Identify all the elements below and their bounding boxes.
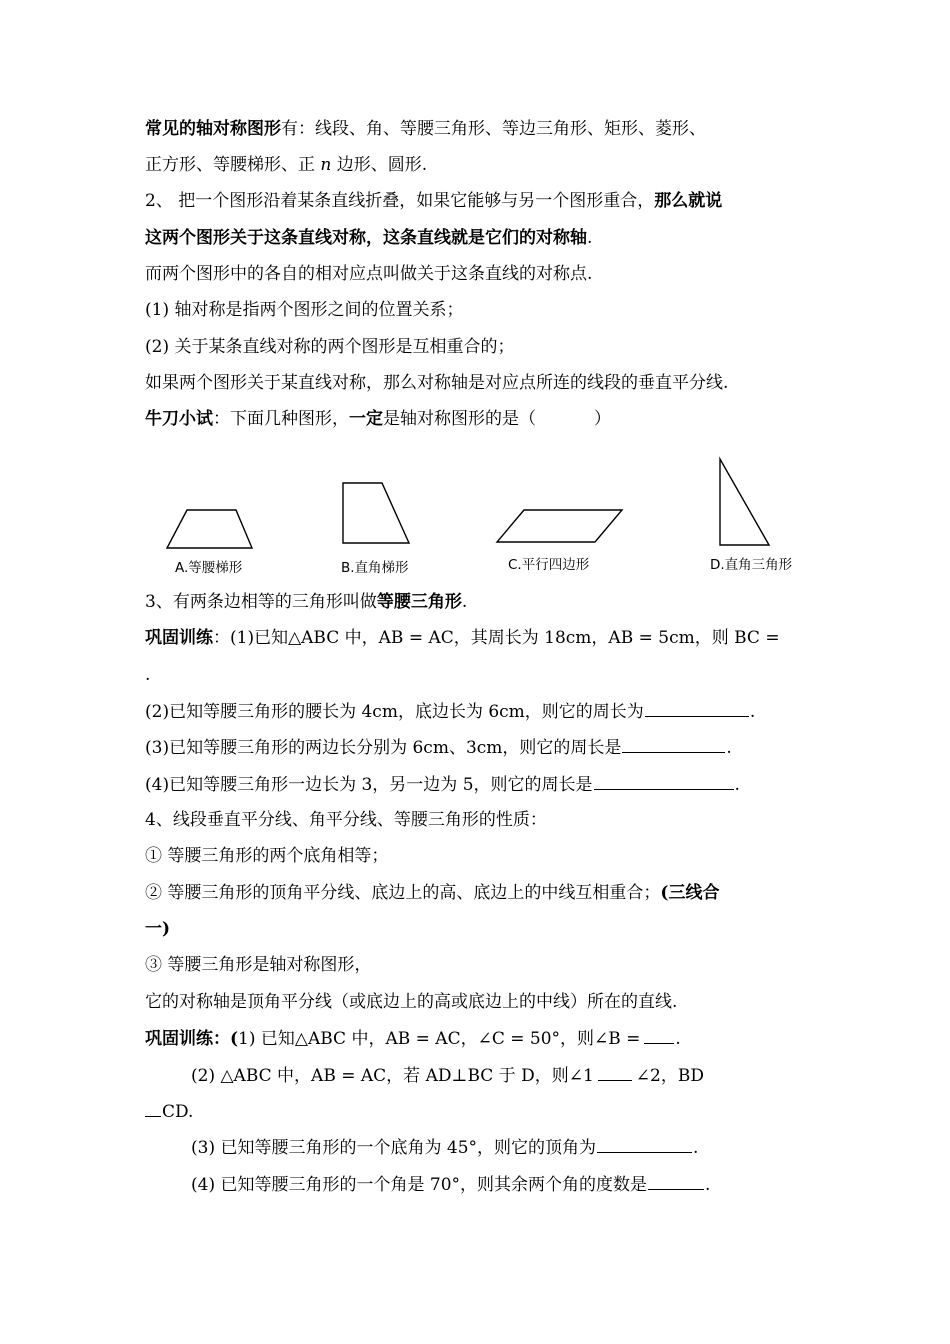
bold-text: 巩固训练 xyxy=(145,628,213,648)
line-exercise-3 xyxy=(145,736,732,759)
text: 2、 把一个图形沿着某条直线折叠，如果它能够与另一个图形重合， xyxy=(145,191,655,211)
line-exercise-b3 xyxy=(191,1136,698,1159)
isosceles-trapezoid-shape xyxy=(167,510,252,548)
answer-blank[interactable] xyxy=(644,1027,674,1044)
text: 边形、圆形. xyxy=(331,155,428,175)
right-triangle-shape xyxy=(720,459,769,545)
bold-text: (三线合 xyxy=(660,883,720,903)
bold-text: 一定 xyxy=(349,409,383,429)
line-exercise-b1 xyxy=(145,1027,681,1050)
line-exercise-b4 xyxy=(191,1173,710,1196)
line-exercise-1-end: . xyxy=(145,665,151,685)
line-exercise-1 xyxy=(145,627,780,649)
caption-c: C.平行四边形 xyxy=(508,557,590,573)
line-perpendicular-bisector: 如果两个图形关于某直线对称，那么对称轴是对应点所连的线段的垂直平分线. xyxy=(145,373,729,393)
text: . xyxy=(693,1138,699,1158)
answer-blank[interactable] xyxy=(648,1173,704,1190)
line-property-2 xyxy=(145,882,719,904)
text: ② 等腰三角形的顶角平分线、底边上的高、底边上的中线互相重合； xyxy=(145,883,661,903)
text: ） xyxy=(594,409,611,429)
text: . xyxy=(587,228,593,248)
line-exercise-b2-cont xyxy=(145,1100,193,1123)
text: 是轴对称图形的是（ xyxy=(383,409,536,429)
text: 3、有两条边相等的三角形叫做 xyxy=(145,592,377,612)
text: . xyxy=(461,592,468,612)
text: . xyxy=(675,1029,681,1049)
text: 正方形、等腰梯形、正 xyxy=(145,155,321,175)
text: (3)已知等腰三角形的两边长分别为 6cm、3cm，则它的周长是 xyxy=(145,738,622,758)
text: (4) 已知等腰三角形的一个角是 70°，则其余两个角的度数是 xyxy=(191,1175,648,1195)
text: 1) 已知△ABC 中，AB = AC，∠C = 50°，则∠B = xyxy=(238,1029,641,1049)
line-symmetry-axis: 它的对称轴是顶角平分线（或底边上的高或底边上的中线）所在的直线. xyxy=(145,992,678,1012)
line-property-2-cont: 一) xyxy=(145,919,171,939)
text: (3) 已知等腰三角形的一个底角为 45°，则它的顶角为 xyxy=(191,1138,597,1158)
term-axisymmetric-figures: 常见的轴对称图形 xyxy=(145,119,281,139)
bold-text: 等腰三角形 xyxy=(376,592,462,612)
text: ：下面几种图形， xyxy=(213,409,349,429)
line-exercise-b2 xyxy=(191,1064,704,1087)
text: 有：线段、角、等腰三角形、等边三角形、矩形、菱形、 xyxy=(281,119,706,139)
line-property-3: ③ 等腰三角形是轴对称图形， xyxy=(145,955,372,975)
answer-blank[interactable] xyxy=(598,1064,632,1081)
text: . xyxy=(705,1175,711,1195)
parallelogram-shape xyxy=(497,510,622,542)
line-exercise-2 xyxy=(145,700,755,723)
bold-text: 那么就说 xyxy=(654,191,723,211)
text: (4)已知等腰三角形一边长为 3，另一边为 5，则它的周长是 xyxy=(145,775,593,795)
text: . xyxy=(726,738,732,758)
line-property-1: ① 等腰三角形的两个底角相等； xyxy=(145,846,389,866)
bold-text: 巩固训练：( xyxy=(145,1029,239,1049)
caption-b: B.直角梯形 xyxy=(341,560,409,576)
text: CD. xyxy=(162,1102,194,1122)
line-note-1: (1) 轴对称是指两个图形之间的位置关系； xyxy=(145,300,464,320)
line-isosceles-definition xyxy=(145,591,467,613)
var-n: n xyxy=(320,155,332,175)
answer-blank[interactable] xyxy=(145,1100,161,1117)
bold-text: 这两个图形关于这条直线对称，这条直线就是它们的对称轴 xyxy=(145,228,587,248)
text: ∠2，BD xyxy=(635,1066,704,1086)
line-exercise-4 xyxy=(145,773,740,796)
text: (2) △ABC 中，AB = AC，若 AD⊥BC 于 D，则∠1 xyxy=(191,1066,594,1086)
text: . xyxy=(749,702,756,722)
text: ：(1)已知△ABC 中，AB = AC，其周长为 18cm，AB = 5cm，则 BC = xyxy=(213,628,780,648)
answer-blank[interactable] xyxy=(645,700,749,717)
bold-text: 牛刀小试 xyxy=(145,409,213,429)
answer-blank[interactable] xyxy=(597,1136,692,1153)
answer-blank[interactable] xyxy=(622,736,725,753)
text: (2)已知等腰三角形的腰长为 4cm，底边长为 6cm，则它的周长为 xyxy=(145,702,644,722)
line-note-2: (2) 关于某条直线对称的两个图形是互相重合的； xyxy=(145,337,515,357)
line-properties-heading: 4、线段垂直平分线、角平分线、等腰三角形的性质： xyxy=(145,810,547,830)
right-trapezoid-shape xyxy=(343,483,409,543)
answer-blank[interactable] xyxy=(594,773,734,790)
text: . xyxy=(734,775,740,795)
line-symmetric-points: 而两个图形中的各自的相对应点叫做关于这条直线的对称点. xyxy=(145,264,593,284)
caption-a: A.等腰梯形 xyxy=(175,560,243,576)
caption-d: D.直角三角形 xyxy=(710,557,793,573)
